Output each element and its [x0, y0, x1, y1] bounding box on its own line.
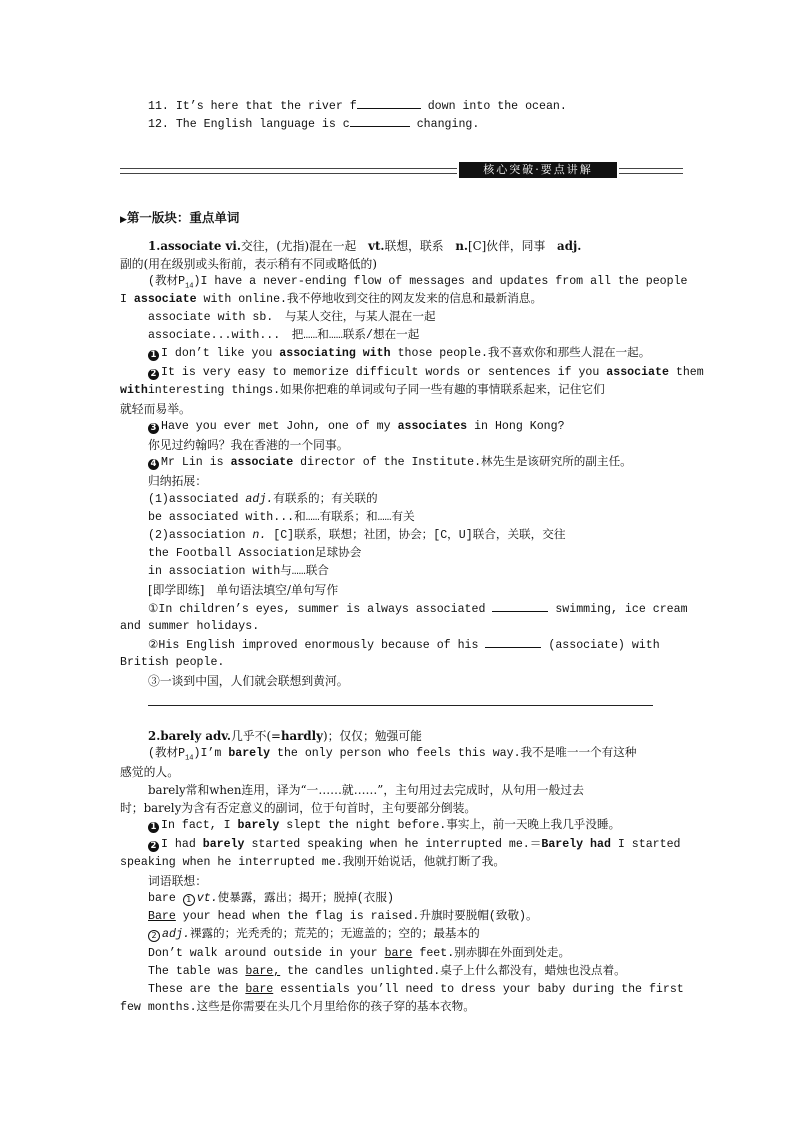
- number-badge-icon: 2: [148, 369, 159, 380]
- answer-blank[interactable]: [485, 636, 541, 648]
- exercise-11: [148, 97, 567, 116]
- example-text: The table was: [148, 965, 246, 978]
- example-text: )I have a never-ending flow of messages and updates from all the people: [193, 275, 688, 288]
- summary-label: 归纳拓展：: [148, 474, 207, 488]
- bare-adj-example-1: [148, 945, 570, 963]
- practice-2: [148, 636, 660, 655]
- number-badge-icon: 3: [148, 423, 159, 434]
- pos-label: vt.: [368, 239, 385, 253]
- example-text: Don’t walk around outside in your: [148, 947, 385, 960]
- sentence-text: Mr Lin is: [161, 456, 231, 469]
- number-badge-icon: 1: [148, 822, 159, 833]
- pos-label: n.: [252, 529, 267, 542]
- sentence-text: I started: [610, 838, 681, 851]
- answer-blank[interactable]: [357, 97, 421, 109]
- page-number: 14: [185, 754, 194, 763]
- extension-text: [C]联系，联想；社团，协会；[C，U]联合，关联，交往: [266, 529, 566, 542]
- banner-rule-right: [619, 168, 683, 174]
- banner-rule-left: [120, 168, 457, 174]
- entry1-head-cont: 副的(用在级别或头衔前，表示稍有不同或略低的): [120, 257, 377, 271]
- phrase-2: associate...with... 把……和……联系/想在一起: [148, 329, 420, 342]
- entry2-note-1: barely常和when连用，译为“一……就……”，主句用过去完成时，从句用一般过去: [148, 783, 584, 797]
- practice-1-cont: and summer holidays.: [120, 620, 260, 633]
- example-text: essentials you’ll need to dress your baby during the first: [273, 983, 684, 996]
- entry2-textbook-example-cont: 感觉的人。: [120, 765, 179, 779]
- section-heading: [120, 209, 239, 229]
- pos-label: n.: [455, 239, 469, 253]
- sentence-text: director of the Institute.林先生是该研究所的副主任。: [293, 456, 632, 469]
- sentence-text: them: [668, 366, 704, 379]
- entry2-sentence-2-cont: speaking when he interrupted me.我刚开始说话，他就打断了我。: [120, 856, 505, 869]
- bare-verb-example: [148, 908, 538, 926]
- pos-label: adj.: [162, 928, 190, 941]
- sentence-text: started speaking when he interrupted me.＝: [244, 838, 542, 851]
- sentence-text: It is very easy to memorize difficult words or sentences if you: [161, 366, 607, 379]
- number-badge-icon: 1: [148, 350, 159, 361]
- answer-blank[interactable]: [492, 600, 548, 612]
- bare-adj-example-3: [148, 981, 684, 999]
- example-text: I: [120, 293, 134, 306]
- sentence-2-cont2: 就轻而易举。: [120, 402, 191, 416]
- sentence-text: Have you ever met John, one of my: [161, 420, 398, 433]
- practice-text: 一谈到中国，人们就会联想到黄河。: [159, 674, 349, 688]
- definition: 联想，联系: [384, 239, 456, 253]
- definition: [C]伙伴，同事: [468, 239, 558, 253]
- headword: 2.barely adv.: [148, 729, 232, 743]
- keyword: barely: [237, 819, 280, 832]
- entry2-sentence-2: [148, 836, 681, 854]
- entry1-textbook-example-cont: [120, 291, 542, 309]
- example-text: with online.我不停地收到交往的网友发来的信息和最新消息。: [196, 293, 543, 306]
- entry2-note-2: 时；barely为含有否定意义的副词，位于句首时，主句要部分倒装。: [120, 801, 477, 815]
- keyword: associates: [397, 420, 468, 433]
- underlined-word: Bare: [148, 910, 176, 923]
- banner-left-text: 核心突破: [483, 163, 536, 176]
- example-text: your head when the flag is raised.升旗时要脱帽(致敬)。: [175, 910, 538, 923]
- practice-1: [148, 600, 688, 619]
- keyword: barely: [228, 747, 271, 760]
- pos-label: adj.: [557, 239, 582, 253]
- extension-text: 有联系的；有关联的: [273, 493, 378, 506]
- definition: 交往，(尤指)混在一起: [240, 239, 369, 253]
- practice-3: [148, 672, 349, 690]
- sentence-text: interesting things.如果你把难的单词或句子同一些有趣的事情联系起来，记住它们: [147, 384, 605, 397]
- example-text: )I’m: [193, 747, 229, 760]
- sentence-3: [148, 418, 565, 436]
- underlined-word: bare,: [245, 965, 281, 978]
- bare-text: 使暴露，露出；揭开；脱掉(衣服): [217, 892, 394, 905]
- extension-1: [148, 491, 378, 509]
- item-number: ①: [148, 603, 159, 616]
- bare-adj-example-3-cont: few months.这些是你需要在头几个月里给你的孩子穿的基本衣物。: [120, 1001, 475, 1014]
- keyword: associate: [133, 293, 197, 306]
- sentence-text: in Hong Kong?: [467, 420, 565, 433]
- exercise-text: 12. The English language is c: [148, 118, 350, 131]
- example-text: the only person who feels this way.我不是唯一一个有这种: [270, 747, 637, 760]
- source: (教材P: [148, 275, 186, 288]
- entry2-textbook-example: [148, 745, 636, 767]
- sentence-text: I don’t like you: [161, 347, 280, 360]
- example-text: the candles unlighted.桌子上什么都没有，蜡烛也没点着。: [280, 965, 626, 978]
- sentence-text: those people.我不喜欢你和那些人混在一起。: [390, 347, 651, 360]
- example-text: These are the: [148, 983, 246, 996]
- exercise-text: 11. It’s here that the river f: [148, 100, 357, 113]
- entry2-head: [148, 727, 422, 745]
- answer-blank[interactable]: [350, 115, 410, 127]
- section-banner: [120, 162, 683, 178]
- entry2-sentence-1: [148, 817, 620, 835]
- practice-text: In children’s eyes, summer is always associated: [158, 603, 493, 616]
- sentence-3-translation: 你见过约翰吗？我在香港的一个同事。: [148, 438, 349, 452]
- keyword: associating with: [279, 347, 391, 360]
- pos-label: adj.: [245, 493, 274, 506]
- extension-text: (2)association: [148, 529, 253, 542]
- practice-text: swimming, ice cream: [548, 603, 688, 616]
- banner-separator: ·: [535, 163, 541, 176]
- definition: 几乎不(=: [231, 729, 281, 743]
- sentence-2-cont: [120, 382, 605, 400]
- number-badge-icon: 2: [148, 841, 159, 852]
- page-number: 14: [185, 282, 194, 291]
- number-circle-icon: 1: [183, 894, 195, 906]
- practice-2-cont: British people.: [120, 656, 225, 669]
- triangle-marker-icon: ▶: [120, 215, 127, 225]
- extension-text: (1)associated: [148, 493, 246, 506]
- practice-label: [即学即练] 单句语法填空/单句写作: [148, 583, 339, 597]
- sentence-text: slept the night before.事实上，前一天晚上我几乎没睡。: [279, 819, 621, 832]
- bare-adj: [148, 926, 480, 944]
- extension-4: the Football Association足球协会: [148, 547, 362, 560]
- item-number: ③: [148, 674, 160, 688]
- sentence-1: [148, 345, 650, 363]
- source: (教材P: [148, 747, 186, 760]
- entry1-head: [148, 237, 581, 255]
- exercise-text: changing.: [409, 118, 480, 131]
- section-heading-text: 第一版块：重点单词: [126, 210, 240, 225]
- number-circle-icon: 2: [148, 930, 160, 942]
- extension-3: [148, 527, 565, 545]
- underlined-word: bare: [245, 983, 274, 996]
- number-badge-icon: 4: [148, 459, 159, 470]
- sentence-2: [148, 364, 704, 382]
- sentence-text: I had: [161, 838, 203, 851]
- banner-label: [459, 162, 617, 178]
- keyword: Barely had: [541, 838, 611, 851]
- definition: )；仅仅；勉强可能: [322, 729, 422, 743]
- keyword: associate: [230, 456, 294, 469]
- bare-text: bare: [148, 892, 183, 905]
- exercise-12: [148, 115, 479, 134]
- practice-text: His English improved enormously because of his: [158, 639, 486, 652]
- keyword: associate: [606, 366, 669, 379]
- keyword: barely: [202, 838, 245, 851]
- sentence-4: [148, 454, 632, 472]
- example-text: feet.别赤脚在外面到处走。: [412, 947, 571, 960]
- word-association-label: 词语联想：: [148, 874, 207, 888]
- bare-text: 裸露的；光秃秃的；荒芜的；无遮盖的；空的；最基本的: [189, 928, 480, 941]
- exercise-text: down into the ocean.: [420, 100, 567, 113]
- underlined-word: bare: [384, 947, 413, 960]
- practice-text: (associate) with: [541, 639, 660, 652]
- bare-verb: [148, 890, 394, 908]
- phrase-1: associate with sb. 与某人交往，与某人混在一起: [148, 311, 436, 324]
- keyword: with: [120, 384, 148, 397]
- bare-adj-example-2: [148, 963, 626, 981]
- answer-line[interactable]: [148, 705, 653, 706]
- extension-5: in association with与……联合: [148, 565, 329, 578]
- banner-right-text: 要点讲解: [540, 163, 593, 176]
- pos-label: vt.: [196, 892, 218, 905]
- extension-2: be associated with...和……有联系；和……有关: [148, 511, 415, 524]
- sentence-text: In fact, I: [161, 819, 238, 832]
- keyword: hardly: [280, 729, 323, 743]
- headword: 1.associate vi.: [148, 239, 241, 253]
- item-number: ②: [148, 639, 159, 652]
